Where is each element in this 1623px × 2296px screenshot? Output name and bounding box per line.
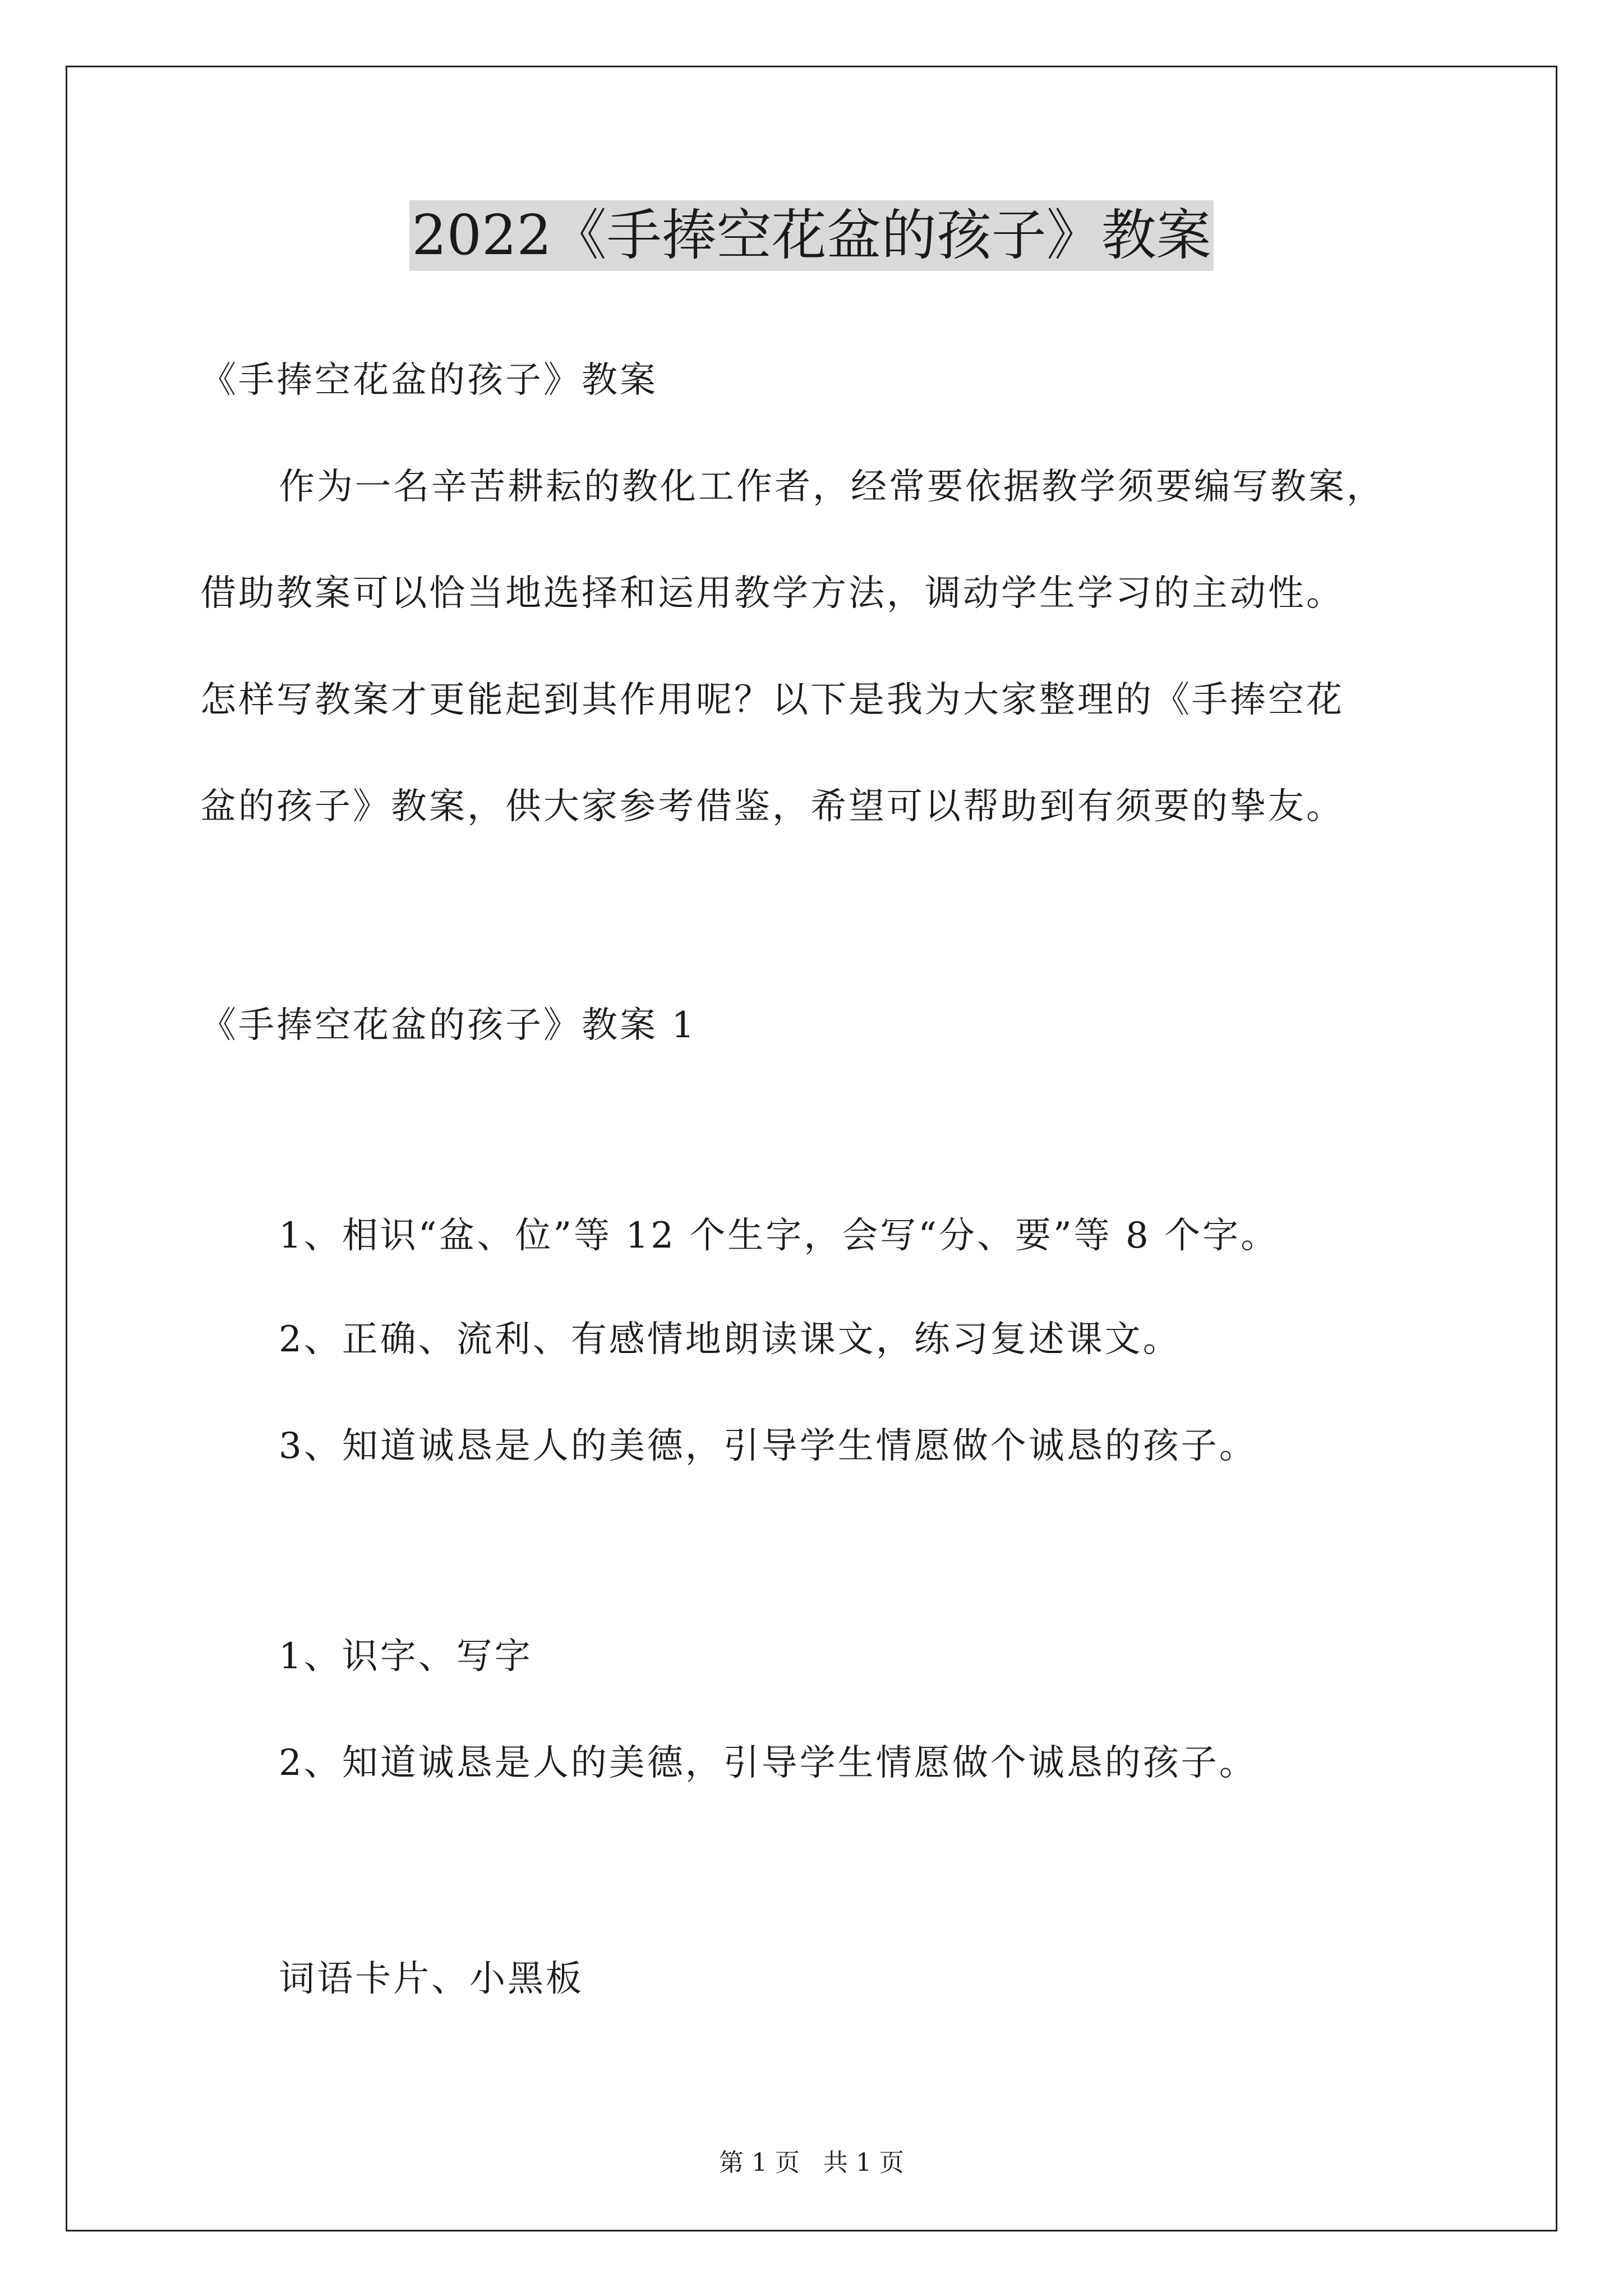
intro-line-4: 盆的孩子》教案，供大家参考借鉴，希望可以帮助到有须要的挚友。 [200, 786, 1344, 827]
objective-1: 1、相识“盆、位”等 12 个生字，会写“分、要”等 8 个字。 [279, 1215, 1279, 1257]
materials-line: 词语卡片、小黑板 [279, 1958, 584, 2000]
page-footer: 第 1 页 共 1 页 [719, 2148, 904, 2177]
document-title [0, 199, 1623, 272]
objective-2: 2、正确、流利、有感情地朗读课文，练习复述课文。 [279, 1319, 1181, 1360]
document-subtitle: 《手捧空花盆的孩子》教案 [200, 360, 658, 401]
intro-line-2: 借助教案可以恰当地选择和运用教学方法，调动学生学习的主动性。 [200, 573, 1344, 614]
key-point-2: 2、知道诚恳是人的美德，引导学生情愿做个诚恳的孩子。 [279, 1742, 1257, 1784]
section-heading: 《手捧空花盆的孩子》教案 1 [200, 1005, 697, 1046]
intro-line-3: 怎样写教案才更能起到其作用呢？以下是我为大家整理的《手捧空花 [200, 679, 1344, 721]
key-point-1: 1、识字、写字 [279, 1636, 533, 1677]
intro-line-1: 作为一名辛苦耕耘的教化工作者，经常要依据教学须要编写教案， [279, 466, 1385, 508]
document-title-text: 2022《手捧空花盆的孩子》教案 [409, 200, 1213, 271]
objective-3: 3、知道诚恳是人的美德，引导学生情愿做个诚恳的孩子。 [279, 1425, 1257, 1467]
